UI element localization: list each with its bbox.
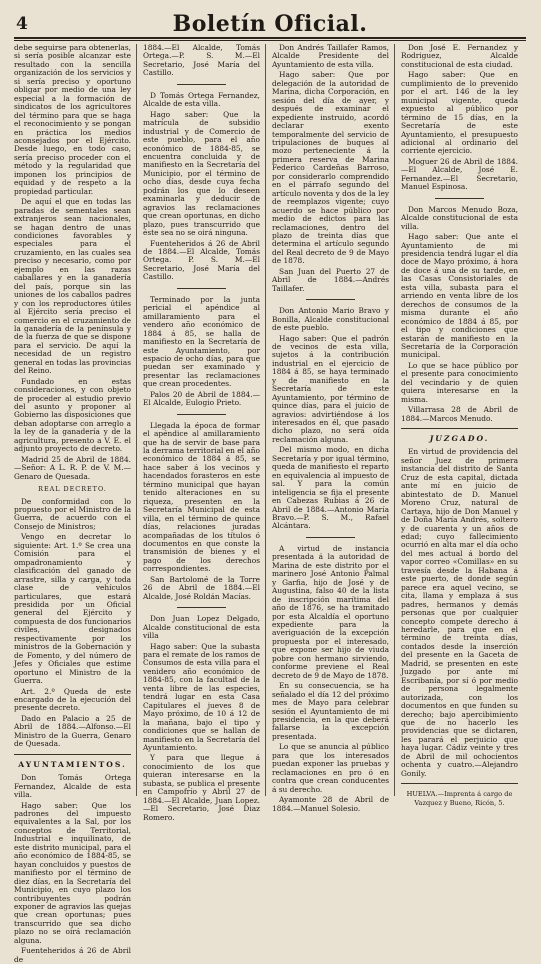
paragraph: De conformidad con lo propuesto por el Ministro de la Guerra, de acuerdo con el Consejo de Ministros; xyxy=(14,496,131,531)
paragraph: Don Andrés Taillafer Ramos, Alcalde Presidente del Ayuntamiento de esta villa. xyxy=(272,43,389,69)
column-2 xyxy=(143,43,260,822)
printer-imprint xyxy=(401,790,518,807)
paragraph: De aquí el que en todas las paradas de sementales sean extranjeros sean nacionales, se hagan dentro de unas condiciones favorables y especiales para el cruzamiento, en las cuales sea preciso y necesario, como por ejemplo en las razas caballares y en la ganadería del país, porque sin las uniones de los caballos padres y con los reproductores útiles al Ejército sería preciso el comercio en el cruzamiento de la ganadería de la península y de la fuerza de que se dispone para el servicio. De aquí la necesidad de un registro general en todas las provincias del Reino. xyxy=(14,197,131,376)
paragraph: Hago saber: Que en cumplimiento de lo prevenido por el art. 146 de la ley municipal vigente, queda expuesto al público por término de 15 días, en la Secretaría de este Ayuntamiento, el presupuesto adicional al ordinario del corriente ejercicio. xyxy=(401,70,518,156)
separator xyxy=(306,299,355,300)
paragraph: Lo que se anuncia al público para que los interesados puedan exponer las pruebas y reclamaciones en pro ó en contra que crean conducentes á su derecho. xyxy=(272,742,389,794)
paragraph: Hago saber: Que los padrones del impuesto equivalentes a la Sal, por los conceptos de Territorial, Industrial e inquilinato, de este distrito municipal, para el año económico de 1884-85, se hayan concluidos y puestos de manifiesto por el término de diez días, en la Secretaría del Municipio, en cuyo plazo los contribuyentes podrán exponer de agravios las quejas que crean oportunas; pues transcurrido que sea dicho plazo no se oirá reclamación alguna. xyxy=(14,800,131,945)
paragraph: Palos 20 de Abril de 1884.—El Alcalde, Eulogio Prieto. xyxy=(143,389,260,408)
paragraph: A virtud de instancia presentada á la autoridad de Marina de este distrito por el marinero José Antonio Palmal y Garfia, hijo de José y de Augustina, falso 40 de la lista de inscripción marítima del año de 1876, se ha tramitado por esta Alcaldía el oportuno expediente para la averiguación de la excepción propuesta por el interesado, que expone ser hijo de viuda pobre con hermano sirviendo, conforme previene el Real decreto de 9 de Mayo de 1878. xyxy=(272,543,389,680)
separator xyxy=(177,607,226,608)
page-header xyxy=(14,8,526,36)
paragraph: Hago saber: Que ante el Ayuntamiento de mi presidencia tendrá lugar el día doce de Mayo próximo, á hora de doce á una de su tarde, en las Casas Consistoriales de esta villa, subasta para el arriendo en venta libre de los derechos de consumos de la misma durante el año económico de 1884 á 85, por el tipo y condiciones que estarán de manifiesto en la Secretaría de la Corporación municipal. xyxy=(401,232,518,360)
column-3 xyxy=(272,43,389,813)
footer-rule xyxy=(401,783,518,784)
paragraph: Vengo en decretar lo siguiente: Art. 1.º Se crea una Comisión para el ompadronamiento y clasificación del ganado de arrastre, silla y carga, y toda clase de vehículos particulares, que estará presidida por un Oficial general del Ejército y compuesta de dos funcionarios civiles, designados respectivamente por los ministros de la Gobernación y de Fomento, y del número de Jefes y Oficiales que estime oportuno el Ministro de la Guerra. xyxy=(14,532,131,686)
paragraph: Ayamonte 28 de Abril de 1884.—Manuel Solesio. xyxy=(272,795,389,813)
paragraph: Moguer 26 de Abril de 1884.—El Alcalde, José E. Fernandez.—El Secretario, Manuel Espinosa. xyxy=(401,156,518,192)
paragraph: Hago saber: Que la subasta para el remate de los ramos de Consumos de esta villa para el venidero año económico de 1884-85, con la facultad de la venta libre de las especies, tendrá lugar en esta Casa Capitulares el jueves 8 de Mayo próximo, de 10 á 12 de la mañana, bajo el tipo y condiciones que se hallan de manifiesto en la Secretaría del Ayuntamiento. xyxy=(143,641,260,752)
paragraph: Hago saber: Que por delegación de la autoridad de Marina, dicha Corporación, en sesión del día de ayer, y después de examinar el expediente instruido, acordó declarar exento temporalmente del servicio de tripulaciones de buques al mozo perteneciente á la primera reserva de Marina Federico Cardeñas Barroso, por considerarlo comprendido en el párrafo segundo del artículo noventa y dos de la ley de reemplazos vigente; cuyo acuerdo se hace público por medio de edictos para las reclamaciones, dentro del plazo de treinta días que determina el artículo segundo del Real decreto de 9 de Mayo de 1878. xyxy=(272,70,389,266)
separator xyxy=(306,537,355,538)
section-rule xyxy=(401,428,518,429)
column-divider xyxy=(265,44,266,796)
paragraph: debe seguirse para obtenerlas, si sería posible alcanzar este resultado con la sencilla organización de los servicios y si sería preciso y oportuno obligar por medio de una ley especial a la formación de sindicatos de los agricultores del término para que se haga el reconocimiento y se pongan en práctica los medios aconsejados por el Ejército. Desde luego, en todo caso, sería preciso proceder con el método y la regularidad que imponen los principios de equidad y de respeto a la propiedad particular. xyxy=(14,43,131,196)
imprint-line-2: Vazquez y Bueno, Ricón, 5. xyxy=(414,798,505,807)
publication-title: Boletín Oficial. xyxy=(172,11,368,37)
paragraph: Del mismo modo, en dicha Secretaría y por igual término, queda de manifiesto el reparto en equivalencia al impuesto de sal. Y para la común inteligencia se fija el presente en Cabezas Rubias á 26 de Abril de 1884.—Antonio María Bravo.—P. S. M., Rafael Alcántara. xyxy=(272,445,389,531)
column-divider xyxy=(136,44,137,796)
paragraph: Don Antonio Mario Bravo y Bonilla, Alcalde constitucional de este pueblo. xyxy=(272,306,389,333)
header-rule xyxy=(14,37,526,41)
column-1 xyxy=(14,43,131,964)
paragraph: Lo que se hace público por el presente para conocimiento del vecindario y de quien quiera interesarse en la misma. xyxy=(401,360,518,404)
paragraph: Don Tomás Ortega Fernandez, Alcalde de esta villa. xyxy=(14,773,131,800)
paragraph: D Tomás Ortega Fernandez, Alcalde de esta villa. xyxy=(143,90,260,109)
paragraph: Don José E. Fernandez y Rodriguez, Alcalde constitucional de esta ciudad. xyxy=(401,43,518,69)
page-number: 4 xyxy=(16,14,28,34)
paragraph: Fuenteheridos á 26 de Abril de 1884.—El Alcalde, Tomás Ortega. P. S. M.—El Secretario, José María del Castillo. xyxy=(143,238,260,282)
paragraph: Dado en Palacio a 25 de Abril de 1884.—Alfonso.—El Ministro de la Guerra, Genaro de Quesada. xyxy=(14,713,131,749)
paragraph: Madrid 25 de Abril de 1884.—Señor: A L. R. P. de V. M.—Genaro de Quesada. xyxy=(14,454,131,481)
paragraph: Llegada la época de formar el apéndice al amillaramiento que ha de servir de base para la derrama territorial en el año económico de 1884 á 85, se hace saber á los vecinos y hacendados forasteros en este término municipal que hayan tenido alteraciones en su riqueza, presenten en la Secretaría Municipal de esta villa, en el término de quince días, relaciones juradas acompañadas de los títulos ó documentos en que conste la transmisión de bienes y el pago de los derechos correspondientes. xyxy=(143,420,260,574)
column-divider xyxy=(394,44,395,796)
paragraph: Fundado en estas consideraciones, y con objeto de proceder al estudio previo del asunto y proponer al Gobierno las disposiciones que deban adoptarse con arreglo a la ley de la ganadería y de la agricultura, presento a V. E. el adjunto proyecto de decreto. xyxy=(14,376,131,454)
paragraph: Hago saber: Que el padrón de vecinos de esta villa, sujetos á la contribución industrial en el ejercicio de 1884 á 85, se haya terminado y de manifiesto en la Secretaría de este Ayuntamiento, por término de quince días, para el juicio de agravios: advirtiéndose á los interesados en él, que pasado dicho plazo, no será oída reclamación alguna. xyxy=(272,333,389,444)
paragraph: Fuenteheridos á 26 de Abril de xyxy=(14,946,131,964)
paragraph: 1884.—El Alcalde, Tomás Ortega.—P. S. M.—El Secretario, José María del Castillo. xyxy=(143,43,260,78)
paragraph: Terminado por la junta pericial el apéndice al amillaramiento para el vendero año económico de 1884 á 85, se halla de manifiesto en la Secretaría de este Ayuntamiento, por espacio de ocho días, para que puedan ser examinado y presentar las reclamaciones que crean procedentes. xyxy=(143,294,260,389)
section-rule xyxy=(14,754,131,755)
paragraph: San Bartolomé de la Torre 26 de Abril de 1884.—El Alcalde, José Roldán Macías. xyxy=(143,574,260,601)
paragraph: Hago saber: Que la matrícula de subsidio industrial y de Comercio de este pueblo, para el año económico de 1884-85, se encuentra concluida y de manifiesto en la Secretaría del Municipio, por el término de ocho días, desde cuya fecha podrán los que lo deseen examinarla y deducir de agravios las reclamaciones que crean oportunas, en dicho plazo, pues transcurrido que éste sea no se oirá ninguna. xyxy=(143,109,260,238)
paragraph: Y para que llegue á conocimiento de los que quieran interesarse en la subasta, se publica el presente en Campofrío y Abril 27 de 1884.—El Alcalde, Juan Lopez.—El Secretario, José Diaz Romero. xyxy=(143,753,260,822)
paragraph: Art. 2.º Queda de este encargado de la ejecución del presente decreto. xyxy=(14,686,131,713)
separator xyxy=(177,84,226,85)
paragraph: En su consecuencia, se ha señalado el día 12 del próximo mes de Mayo para celebrar sesión el Ayuntamiento de mi presidencia, en la que deberá fallarse la excepción presentada. xyxy=(272,681,389,741)
paragraph: Villarrasa 28 de Abril de 1884.—Marcos Menudo. xyxy=(401,405,518,423)
imprint-line-1: HUELVA.—Imprenta á cargo de xyxy=(406,790,513,799)
section-heading-ayuntamientos: AYUNTAMIENTOS. xyxy=(18,759,127,769)
section-heading-juzgado: JUZGADO. xyxy=(429,434,490,444)
paragraph: Don Juan Lopez Delgado, Alcalde constitucional de esta villa xyxy=(143,614,260,641)
paragraph: En virtud de providencia del señor Juez de primera instancia del distrito de Santa Cruz de esta capital, dictada ante mí en juicio de abintestato de D. Manuel Moreno Cruz, natural de Cartaya, hijo de Don Manuel y de Doña María Andrés, soltero y de cuarenta y un años de edad; cuyo fallecimiento ocurrió en alta mar el día ocho del mes actual á bordo del vapor correo «Comillas» en su travesía desde la Habana á este puerto, de donde según parece era aquel vecino, se cita, llama y emplaza á sus padres, hermanos y demás personas que por cualquier concepto compete derecho á heredarle, para que en el término de treinta días, contados desde la inserción del presente en la Gaceta de Madrid, se presenten en este Juzgado por ante mí Escribanía, por sí ó por medio de persona legalmente autorizada, con los documentos en que funden su derecho; bajo apercibimiento que de no hacerlo les providencias que se dictaren, les parará el perjuicio que haya lugar. Cádiz veinte y tres de Abril de mil ochocientos ochenta y cuatro.—Alejandro Gonily. xyxy=(401,447,518,778)
subheading-real-decreto: REAL DECRETO. xyxy=(38,485,107,494)
paragraph: San Juan del Puerto 27 de Abril de 1884.—Andrés Taillafer. xyxy=(272,266,389,293)
paragraph: Don Marcos Menudo Boza, Alcalde constitucional de esta villa. xyxy=(401,204,518,231)
separator xyxy=(177,414,226,415)
separator xyxy=(435,198,484,199)
separator xyxy=(177,288,226,289)
column-4 xyxy=(401,43,518,807)
